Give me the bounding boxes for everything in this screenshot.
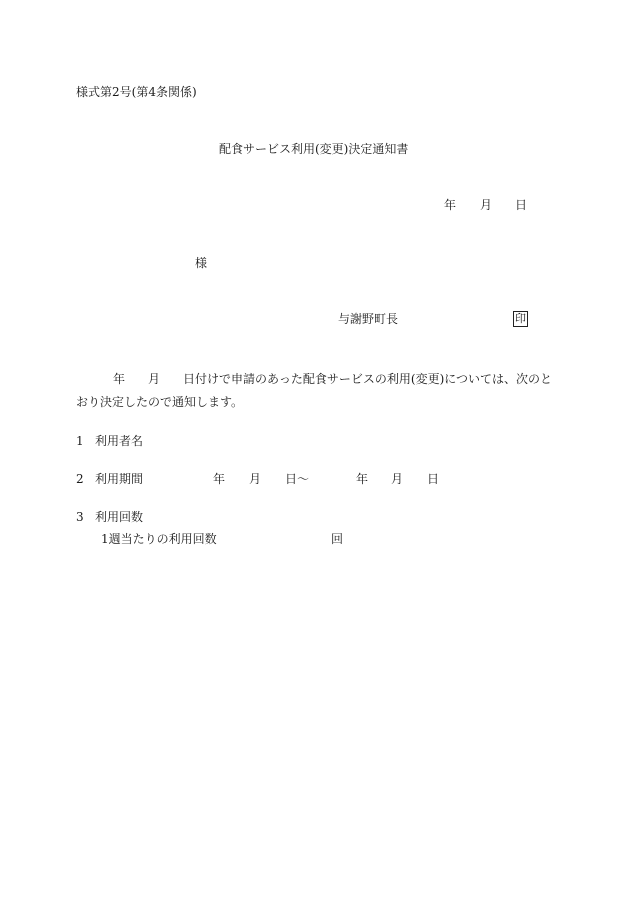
item-2-label: 利用期間 [95, 472, 144, 486]
item-3-label: 利用回数 [95, 510, 144, 524]
form-number: 様式第2号(第4条関係) [76, 85, 197, 99]
item-2-start-day: 日～ [285, 472, 310, 486]
item-3-number: 3 [76, 510, 84, 524]
item-2-end-month: 月 [391, 472, 404, 486]
body-line2: おり決定したので通知します。 [76, 395, 244, 409]
date-year: 年 [444, 198, 457, 212]
item-2-start-month: 月 [249, 472, 262, 486]
item-2-start-year: 年 [213, 472, 226, 486]
item-2-number: 2 [76, 472, 84, 486]
body-year: 年 [113, 372, 126, 386]
item-3-unit: 回 [331, 532, 344, 546]
item-1-number: 1 [76, 434, 84, 448]
item-3-sub-label: 1週当たりの利用回数 [101, 532, 217, 546]
item-2-end-year: 年 [356, 472, 369, 486]
body-line1: 日付けで申請のあった配食サービスの利用(変更)については、次のと [183, 372, 553, 386]
date-month: 月 [480, 198, 493, 212]
date-day: 日 [515, 198, 528, 212]
body-month: 月 [148, 372, 161, 386]
seal-mark: 印 [515, 312, 526, 325]
recipient-honorific: 様 [195, 256, 208, 270]
item-2-end-day: 日 [427, 472, 440, 486]
issuer-name: 与謝野町長 [338, 312, 399, 326]
document-title: 配食サービス利用(変更)決定通知書 [219, 142, 409, 156]
item-1-label: 利用者名 [95, 434, 144, 448]
